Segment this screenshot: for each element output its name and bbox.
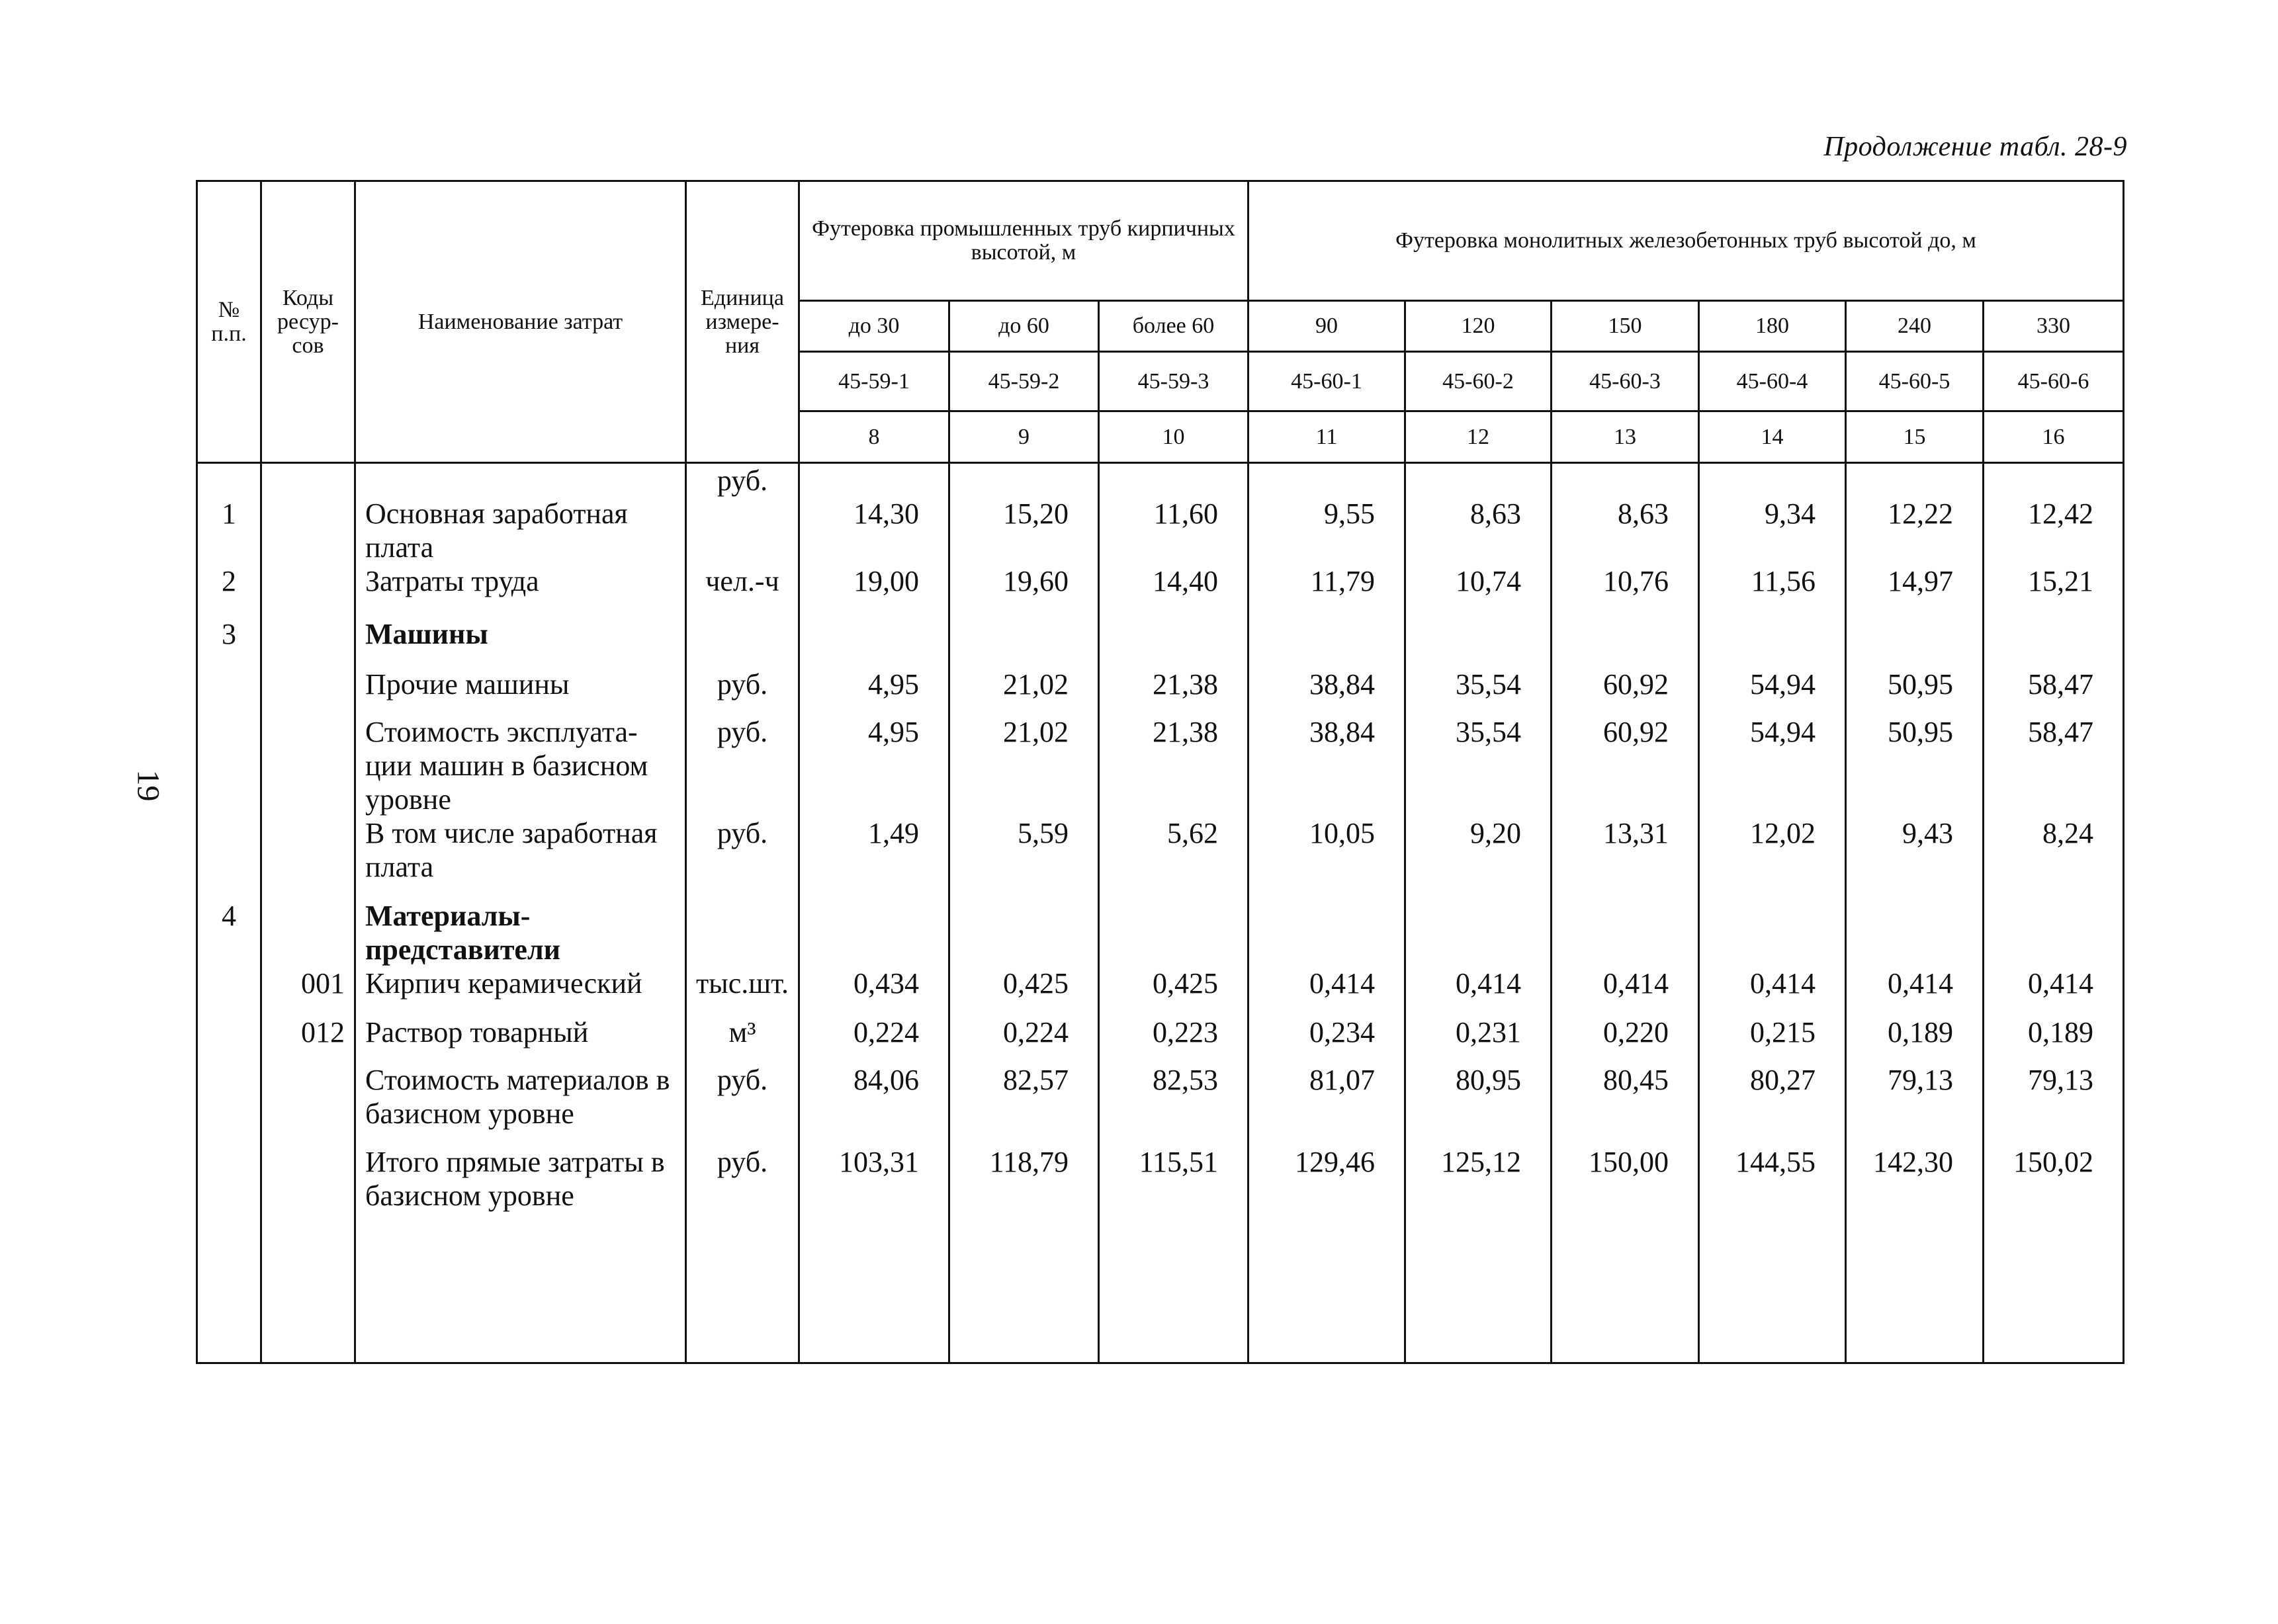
value-cell xyxy=(799,899,949,966)
header-col-number: 9 xyxy=(949,411,1099,463)
empty-cell xyxy=(261,1224,355,1363)
value-cell: 9,20 xyxy=(1405,816,1552,899)
row-number xyxy=(197,816,261,899)
page-number: 19 xyxy=(130,769,166,802)
table-row xyxy=(197,715,2124,816)
table-row xyxy=(197,816,2124,899)
value-cell: 80,27 xyxy=(1699,1063,1846,1145)
header-code: 45-60-2 xyxy=(1405,352,1552,411)
header-code: 45-60-3 xyxy=(1552,352,1699,411)
value-cell: 58,47 xyxy=(1984,667,2124,715)
empty-cell xyxy=(1846,1224,1984,1363)
resource-code xyxy=(261,1063,355,1145)
row-number xyxy=(197,966,261,1015)
row-number: 2 xyxy=(197,564,261,617)
unit: чел.-ч xyxy=(686,564,799,617)
value-cell: 9,55 xyxy=(1249,463,1405,565)
empty-cell xyxy=(355,1224,686,1363)
empty-cell xyxy=(1249,1224,1405,1363)
row-number xyxy=(197,715,261,816)
table-row xyxy=(197,1015,2124,1063)
row-number: 3 xyxy=(197,617,261,667)
value-cell: 60,92 xyxy=(1552,715,1699,816)
section-row xyxy=(197,899,2124,966)
header-col-number: 11 xyxy=(1249,411,1405,463)
value-cell: 0,189 xyxy=(1984,1015,2124,1063)
resource-code xyxy=(261,1145,355,1224)
table-row xyxy=(197,966,2124,1015)
table-row xyxy=(197,1063,2124,1145)
value-cell: 4,95 xyxy=(799,667,949,715)
header-col-number: 14 xyxy=(1699,411,1846,463)
row-number xyxy=(197,1063,261,1145)
header-code: 45-59-2 xyxy=(949,352,1099,411)
value-cell: 9,34 xyxy=(1699,463,1846,565)
header-name xyxy=(355,181,686,463)
header-group-brick xyxy=(799,181,1249,301)
resource-code: 001 xyxy=(261,966,355,1015)
value-cell: 125,12 xyxy=(1405,1145,1552,1224)
value-cell: 79,13 xyxy=(1846,1063,1984,1145)
value-cell: 129,46 xyxy=(1249,1145,1405,1224)
value-cell xyxy=(1984,617,2124,667)
unit: м³ xyxy=(686,1015,799,1063)
value-cell xyxy=(1249,617,1405,667)
header-col-number: 13 xyxy=(1552,411,1699,463)
value-cell xyxy=(1846,899,1984,966)
header-height: более 60 xyxy=(1099,301,1249,352)
resource-code xyxy=(261,816,355,899)
value-cell: 0,224 xyxy=(949,1015,1099,1063)
header-unit xyxy=(686,181,799,463)
header-group-concrete-label: Футеровка монолитных железобетонных труб высотой до, м xyxy=(1395,228,1976,253)
value-cell: 35,54 xyxy=(1405,715,1552,816)
row-number: 4 xyxy=(197,899,261,966)
header-height: 90 xyxy=(1249,301,1405,352)
cost-name: Раствор товарный xyxy=(355,1015,686,1063)
resource-code xyxy=(261,463,355,565)
empty-cell xyxy=(197,1224,261,1363)
value-cell: 12,02 xyxy=(1699,816,1846,899)
header-codes xyxy=(261,181,355,463)
value-cell: 1,49 xyxy=(799,816,949,899)
value-cell: 4,95 xyxy=(799,715,949,816)
header-col-number: 16 xyxy=(1984,411,2124,463)
header-code: 45-60-5 xyxy=(1846,352,1984,411)
value-cell: 0,231 xyxy=(1405,1015,1552,1063)
value-cell: 144,55 xyxy=(1699,1145,1846,1224)
header-code: 45-60-1 xyxy=(1249,352,1405,411)
table-continuation-caption: Продолжение табл. 28-9 xyxy=(1823,132,2127,162)
cost-name: Прочие машины xyxy=(355,667,686,715)
value-cell xyxy=(1552,899,1699,966)
unit xyxy=(686,617,799,667)
section-title: Машины xyxy=(355,617,686,667)
value-cell: 8,24 xyxy=(1984,816,2124,899)
value-cell: 80,45 xyxy=(1552,1063,1699,1145)
value-cell: 21,38 xyxy=(1099,715,1249,816)
value-cell: 0,224 xyxy=(799,1015,949,1063)
value-cell xyxy=(1405,899,1552,966)
resource-code xyxy=(261,617,355,667)
value-cell: 10,76 xyxy=(1552,564,1699,617)
empty-cell xyxy=(1099,1224,1249,1363)
header-unit-label: Единица измере-ния xyxy=(701,285,784,358)
resource-code: 012 xyxy=(261,1015,355,1063)
value-cell: 21,02 xyxy=(949,667,1099,715)
value-cell: 0,414 xyxy=(1249,966,1405,1015)
value-cell xyxy=(799,617,949,667)
header-height: 330 xyxy=(1984,301,2124,352)
value-cell: 0,189 xyxy=(1846,1015,1984,1063)
value-cell: 15,21 xyxy=(1984,564,2124,617)
header-num xyxy=(197,181,261,463)
table-filler-row xyxy=(197,1224,2124,1363)
header-col-number: 15 xyxy=(1846,411,1984,463)
value-cell: 0,223 xyxy=(1099,1015,1249,1063)
cost-table xyxy=(196,180,2125,1364)
value-cell: 14,97 xyxy=(1846,564,1984,617)
value-cell: 14,40 xyxy=(1099,564,1249,617)
value-cell: 38,84 xyxy=(1249,715,1405,816)
value-cell: 0,434 xyxy=(799,966,949,1015)
value-cell xyxy=(1846,617,1984,667)
value-cell: 0,425 xyxy=(949,966,1099,1015)
value-cell: 54,94 xyxy=(1699,715,1846,816)
value-cell: 11,60 xyxy=(1099,463,1249,565)
total-row xyxy=(197,1145,2124,1224)
row-number xyxy=(197,1015,261,1063)
table-row xyxy=(197,667,2124,715)
value-cell xyxy=(949,617,1099,667)
cost-name: Стоимость материалов в базисном уровне xyxy=(355,1063,686,1145)
header-col-number: 10 xyxy=(1099,411,1249,463)
value-cell: 15,20 xyxy=(949,463,1099,565)
value-cell: 58,47 xyxy=(1984,715,2124,816)
resource-code xyxy=(261,667,355,715)
resource-code xyxy=(261,899,355,966)
value-cell: 54,94 xyxy=(1699,667,1846,715)
value-cell: 80,95 xyxy=(1405,1063,1552,1145)
value-cell: 118,79 xyxy=(949,1145,1099,1224)
row-number xyxy=(197,667,261,715)
cost-name: Кирпич керамический xyxy=(355,966,686,1015)
unit: руб. xyxy=(686,1063,799,1145)
value-cell: 82,57 xyxy=(949,1063,1099,1145)
header-code: 45-59-1 xyxy=(799,352,949,411)
table-row xyxy=(197,463,2124,565)
value-cell: 10,74 xyxy=(1405,564,1552,617)
value-cell xyxy=(1699,617,1846,667)
value-cell: 38,84 xyxy=(1249,667,1405,715)
header-code: 45-59-3 xyxy=(1099,352,1249,411)
value-cell xyxy=(1249,899,1405,966)
value-cell xyxy=(1405,617,1552,667)
header-height: до 30 xyxy=(799,301,949,352)
value-cell: 21,02 xyxy=(949,715,1099,816)
unit: тыс.шт. xyxy=(686,966,799,1015)
empty-cell xyxy=(1552,1224,1699,1363)
value-cell: 50,95 xyxy=(1846,715,1984,816)
header-group-brick-label: Футеровка промышленных труб кирпичных высотой, м xyxy=(812,216,1235,265)
value-cell: 0,414 xyxy=(1552,966,1699,1015)
value-cell: 0,414 xyxy=(1984,966,2124,1015)
resource-code xyxy=(261,564,355,617)
value-cell: 0,414 xyxy=(1405,966,1552,1015)
unit: руб. xyxy=(686,667,799,715)
value-cell xyxy=(949,899,1099,966)
value-cell xyxy=(1099,617,1249,667)
header-num-label: № п.п. xyxy=(211,297,247,346)
section-row xyxy=(197,617,2124,667)
value-cell: 60,92 xyxy=(1552,667,1699,715)
unit: руб. xyxy=(686,463,799,565)
value-cell: 50,95 xyxy=(1846,667,1984,715)
value-cell xyxy=(1552,617,1699,667)
value-cell: 142,30 xyxy=(1846,1145,1984,1224)
value-cell: 12,42 xyxy=(1984,463,2124,565)
header-height: 120 xyxy=(1405,301,1552,352)
empty-cell xyxy=(1984,1224,2124,1363)
header-name-label: Наименование затрат xyxy=(417,309,623,334)
value-cell: 21,38 xyxy=(1099,667,1249,715)
value-cell: 115,51 xyxy=(1099,1145,1249,1224)
empty-cell xyxy=(1405,1224,1552,1363)
value-cell: 0,414 xyxy=(1846,966,1984,1015)
value-cell: 19,00 xyxy=(799,564,949,617)
value-cell: 81,07 xyxy=(1249,1063,1405,1145)
cost-name: Основная заработная плата xyxy=(355,463,686,565)
empty-cell xyxy=(949,1224,1099,1363)
header-height: 240 xyxy=(1846,301,1984,352)
value-cell: 0,414 xyxy=(1699,966,1846,1015)
value-cell: 0,425 xyxy=(1099,966,1249,1015)
header-group-concrete xyxy=(1249,181,2124,301)
value-cell: 0,220 xyxy=(1552,1015,1699,1063)
value-cell xyxy=(1099,899,1249,966)
value-cell: 5,62 xyxy=(1099,816,1249,899)
value-cell: 0,234 xyxy=(1249,1015,1405,1063)
value-cell: 5,59 xyxy=(949,816,1099,899)
empty-cell xyxy=(686,1224,799,1363)
cost-name: Затраты труда xyxy=(355,564,686,617)
value-cell: 19,60 xyxy=(949,564,1099,617)
unit: руб. xyxy=(686,715,799,816)
table-row xyxy=(197,564,2124,617)
value-cell: 8,63 xyxy=(1405,463,1552,565)
value-cell: 9,43 xyxy=(1846,816,1984,899)
header-code: 45-60-4 xyxy=(1699,352,1846,411)
value-cell xyxy=(1699,899,1846,966)
cost-name: Стоимость эксплуата-ции машин в базисном уровне xyxy=(355,715,686,816)
unit: руб. xyxy=(686,816,799,899)
empty-cell xyxy=(1699,1224,1846,1363)
value-cell: 150,02 xyxy=(1984,1145,2124,1224)
header-height: до 60 xyxy=(949,301,1099,352)
value-cell: 10,05 xyxy=(1249,816,1405,899)
value-cell: 150,00 xyxy=(1552,1145,1699,1224)
row-number: 1 xyxy=(197,463,261,565)
value-cell: 14,30 xyxy=(799,463,949,565)
value-cell: 82,53 xyxy=(1099,1063,1249,1145)
header-height: 150 xyxy=(1552,301,1699,352)
empty-cell xyxy=(799,1224,949,1363)
header-code: 45-60-6 xyxy=(1984,352,2124,411)
value-cell: 8,63 xyxy=(1552,463,1699,565)
row-number xyxy=(197,1145,261,1224)
header-height: 180 xyxy=(1699,301,1846,352)
value-cell xyxy=(1984,899,2124,966)
header-col-number: 8 xyxy=(799,411,949,463)
resource-code xyxy=(261,715,355,816)
value-cell: 84,06 xyxy=(799,1063,949,1145)
value-cell: 11,79 xyxy=(1249,564,1405,617)
unit: руб. xyxy=(686,1145,799,1224)
value-cell: 11,56 xyxy=(1699,564,1846,617)
value-cell: 0,215 xyxy=(1699,1015,1846,1063)
cost-name: Итого прямые затраты в базисном уровне xyxy=(355,1145,686,1224)
cost-name: В том числе заработная плата xyxy=(355,816,686,899)
value-cell: 12,22 xyxy=(1846,463,1984,565)
value-cell: 103,31 xyxy=(799,1145,949,1224)
section-title: Материалы-представители xyxy=(355,899,686,966)
unit xyxy=(686,899,799,966)
header-col-number: 12 xyxy=(1405,411,1552,463)
value-cell: 13,31 xyxy=(1552,816,1699,899)
header-codes-label: Коды ресур-сов xyxy=(277,285,339,358)
value-cell: 79,13 xyxy=(1984,1063,2124,1145)
value-cell: 35,54 xyxy=(1405,667,1552,715)
